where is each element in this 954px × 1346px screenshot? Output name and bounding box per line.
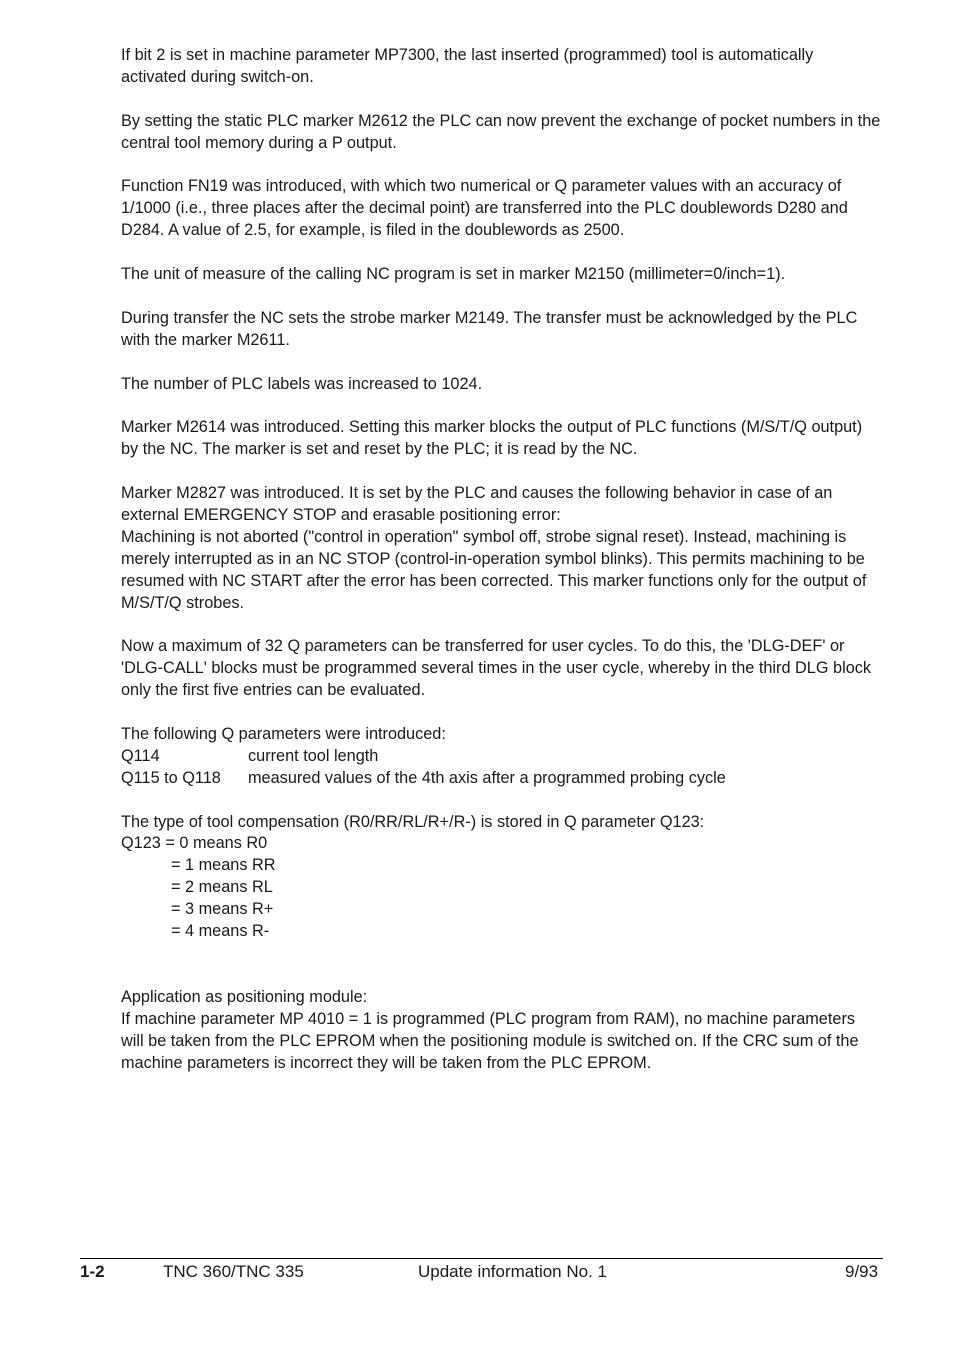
- qparam-name: Q114: [121, 746, 160, 765]
- positioning-title: Application as positioning module:: [121, 987, 368, 1006]
- qparam-desc: current tool length: [248, 746, 379, 765]
- document-body: [121, 45, 881, 1074]
- m2827-detail: Machining is not aborted ("control in operation" symbol off, strobe signal reset). Instead, machining is merely interrupted as in an NC STOP (control-in-operation symbol blinks). This permits machining to be resumed with NC START after the error has been corrected. This marker functions only for the output of M/S/T/Q strobes.: [121, 527, 867, 612]
- qparam-row: [121, 768, 881, 790]
- footer-update: Update information No. 1: [418, 1262, 607, 1281]
- paragraph-m2149: During transfer the NC sets the strobe marker M2149. The transfer must be acknowledged by the PLC with the marker M2611.: [121, 308, 858, 349]
- footer-date: 9/93: [845, 1262, 879, 1281]
- footer-model: TNC 360/TNC 335: [163, 1262, 304, 1281]
- qparam-desc: measured values of the 4th axis after a programmed probing cycle: [248, 768, 726, 787]
- compensation-value: = 2 means RL: [171, 878, 273, 897]
- compensation-intro: The type of tool compensation (R0/RR/RL/R+/R-) is stored in Q parameter Q123:: [121, 812, 705, 831]
- paragraph-m2614: Marker M2614 was introduced. Setting this marker blocks the output of PLC functions (M/S/T/Q output) by the NC. The marker is set and reset by the PLC; it is read by the NC.: [121, 418, 863, 459]
- positioning-section: [121, 987, 881, 1075]
- paragraph-fn19: Function FN19 was introduced, with which two numerical or Q parameter values with an accuracy of 1/1000 (i.e., three places after the decimal point) are transferred into the PLC doublewords D280 and D284. A value of 2.5, for example, is filed in the doublewords as 2500.: [121, 177, 848, 240]
- qparam-name: Q115 to Q118: [121, 768, 221, 787]
- paragraph-m2612: By setting the static PLC marker M2612 the PLC can now prevent the exchange of pocket numbers in the central tool memory during a P output.: [121, 111, 881, 152]
- qparam-row: [121, 746, 881, 768]
- m2827-intro: Marker M2827 was introduced. It is set by the PLC and causes the following behavior in case of an external EMERGENCY STOP and erasable positioning error:: [121, 484, 833, 524]
- paragraph-m2827: [121, 483, 881, 614]
- paragraph-mp7300: If bit 2 is set in machine parameter MP7300, the last inserted (programmed) tool is automatically activated during switch-on.: [121, 46, 814, 86]
- paragraph-m2150: The unit of measure of the calling NC program is set in marker M2150 (millimeter=0/inch=1).: [121, 265, 786, 284]
- positioning-body: If machine parameter MP 4010 = 1 is programmed (PLC program from RAM), no machine parameters will be taken from the PLC EPROM when the positioning module is switched on. If the CRC sum of the machine parameters is incorrect they will be taken from the PLC EPROM.: [121, 1009, 859, 1072]
- qparam-intro: The following Q parameters were introduced:: [121, 724, 446, 743]
- compensation-value: = 1 means RR: [171, 856, 276, 875]
- paragraph-dlg: Now a maximum of 32 Q parameters can be transferred for user cycles. To do this, the 'DLG-DEF' or 'DLG-CALL' blocks must be programmed several times in the user cycle, whereby in the third DLG block only the first five entries can be evaluated.: [121, 637, 872, 700]
- compensation-section: [121, 812, 881, 943]
- paragraph-plc-labels: The number of PLC labels was increased to 1024.: [121, 374, 483, 393]
- qparam-section: [121, 724, 881, 790]
- footer-divider: [80, 1258, 883, 1259]
- compensation-value: Q123 = 0 means R0: [121, 834, 268, 853]
- page-number: 1-2: [80, 1262, 105, 1281]
- compensation-value: = 4 means R-: [171, 922, 270, 941]
- compensation-value: = 3 means R+: [171, 900, 274, 919]
